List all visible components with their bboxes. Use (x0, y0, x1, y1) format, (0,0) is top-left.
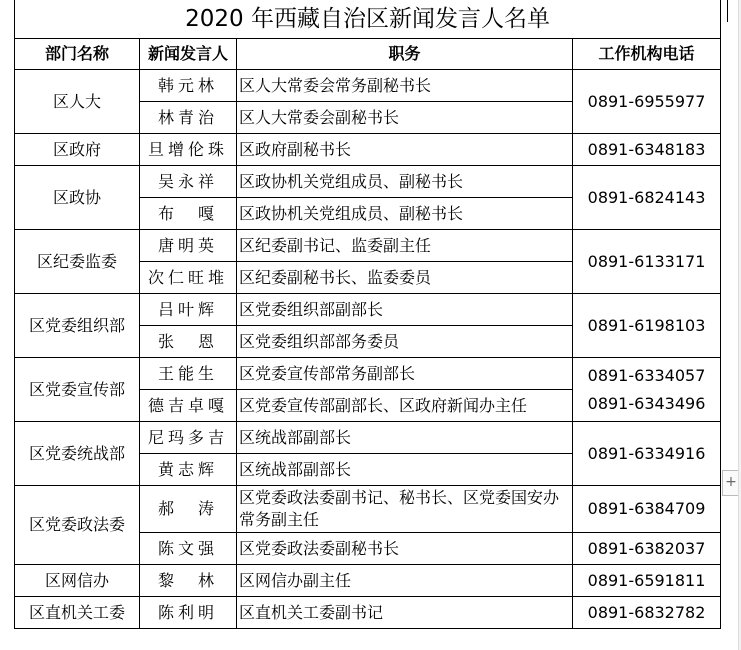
phone-cell: 0891-6384709 (573, 486, 721, 533)
duty-cell: 区党委政法委副秘书长 (237, 533, 573, 565)
header-phone: 工作机构电话 (573, 39, 721, 70)
dept-cell: 区直机关工委 (15, 597, 140, 629)
phone-number: 0891-6955977 (587, 91, 706, 111)
spokesperson-cell: 吕叶辉 (140, 294, 237, 326)
table-row (15, 230, 721, 262)
header-dept: 部门名称 (15, 39, 140, 70)
phone-cell (573, 597, 721, 629)
spokesperson-cell: 黎 林 (140, 565, 237, 597)
duty-cell: 区政府副秘书长 (237, 134, 573, 166)
table-row (15, 486, 721, 533)
spokesperson-cell: 尼玛多吉 (140, 422, 237, 454)
dept-cell: 区人大 (15, 70, 140, 134)
expand-plus-icon[interactable]: + (722, 470, 740, 496)
phone-number: 0891-6334916 (587, 443, 706, 463)
dept-cell: 区党委组织部 (15, 294, 140, 358)
duty-cell: 区统战部副部长 (237, 422, 573, 454)
spokesperson-cell: 王能生 (140, 358, 237, 390)
spokesperson-cell: 韩元林 (140, 70, 237, 102)
table-title: 2020 年西藏自治区新闻发言人名单 (15, 0, 721, 39)
spokesperson-cell: 林青治 (140, 102, 237, 134)
duty-cell: 区网信办副主任 (237, 565, 573, 597)
table-row (15, 70, 721, 102)
duty-cell: 区党委政法委副书记、秘书长、区党委国安办常务副主任 (237, 486, 573, 533)
table-row (15, 565, 721, 597)
dept-cell: 区党委政法委 (15, 486, 140, 565)
phone-number: 0891-6343496 (587, 393, 706, 413)
spreadsheet-sheet (14, 0, 720, 629)
spokesperson-cell: 旦增伦珠 (140, 134, 237, 166)
duty-cell: 区党委组织部部务委员 (237, 326, 573, 358)
table-row (15, 422, 721, 454)
header-spokesperson: 新闻发言人 (140, 39, 237, 70)
duty-cell: 区政协机关党组成员、副秘书长 (237, 166, 573, 198)
column-divider (727, 0, 728, 22)
spokesperson-cell: 陈文强 (140, 533, 237, 565)
duty-cell: 区统战部副部长 (237, 454, 573, 486)
header-row (15, 39, 721, 70)
duty-cell: 区纪委副秘书长、监委委员 (237, 262, 573, 294)
table-row (15, 166, 721, 198)
phone-cell (573, 134, 721, 166)
phone-number: 0891-6591811 (587, 570, 706, 590)
spokesperson-cell: 郝 涛 (140, 486, 237, 533)
table-row (15, 358, 721, 390)
phone-number: 0891-6832782 (587, 602, 706, 622)
spokesperson-cell: 次仁旺堆 (140, 262, 237, 294)
phone-number: 0891-6133171 (587, 251, 706, 271)
duty-cell: 区人大常委会常务副秘书长 (237, 70, 573, 102)
phone-cell (573, 166, 721, 230)
phone-number: 0891-6348183 (587, 139, 706, 159)
spokesperson-cell: 张 恩 (140, 326, 237, 358)
phone-number: 0891-6824143 (587, 187, 706, 207)
phone-cell (573, 70, 721, 134)
phone-number: 0891-6198103 (587, 315, 706, 335)
spokesperson-cell: 德吉卓嘎 (140, 390, 237, 422)
duty-cell: 区党委组织部副部长 (237, 294, 573, 326)
dept-cell: 区党委统战部 (15, 422, 140, 486)
table-row (15, 597, 721, 629)
phone-cell (573, 230, 721, 294)
spokesperson-table (14, 0, 721, 629)
duty-cell: 区人大常委会副秘书长 (237, 102, 573, 134)
dept-cell: 区政协 (15, 166, 140, 230)
table-row (15, 294, 721, 326)
phone-cell (573, 565, 721, 597)
spokesperson-cell: 唐明英 (140, 230, 237, 262)
spokesperson-cell: 黄志辉 (140, 454, 237, 486)
duty-cell: 区直机关工委副书记 (237, 597, 573, 629)
spokesperson-cell: 陈利明 (140, 597, 237, 629)
dept-cell: 区党委宣传部 (15, 358, 140, 422)
header-duty: 职务 (237, 39, 573, 70)
duty-cell: 区党委宣传部副部长、区政府新闻办主任 (237, 390, 573, 422)
dept-cell: 区网信办 (15, 565, 140, 597)
dept-cell: 区政府 (15, 134, 140, 166)
phone-cell (573, 358, 721, 422)
duty-cell: 区党委宣传部常务副部长 (237, 358, 573, 390)
phone-cell (573, 422, 721, 486)
table-row (15, 134, 721, 166)
dept-cell: 区纪委监委 (15, 230, 140, 294)
phone-number: 0891-6334057 (587, 365, 706, 385)
spokesperson-cell: 吴永祥 (140, 166, 237, 198)
spokesperson-cell: 布 嘎 (140, 198, 237, 230)
phone-cell: 0891-6382037 (573, 533, 721, 565)
duty-cell: 区政协机关党组成员、副秘书长 (237, 198, 573, 230)
duty-cell: 区纪委副书记、监委副主任 (237, 230, 573, 262)
phone-cell (573, 294, 721, 358)
